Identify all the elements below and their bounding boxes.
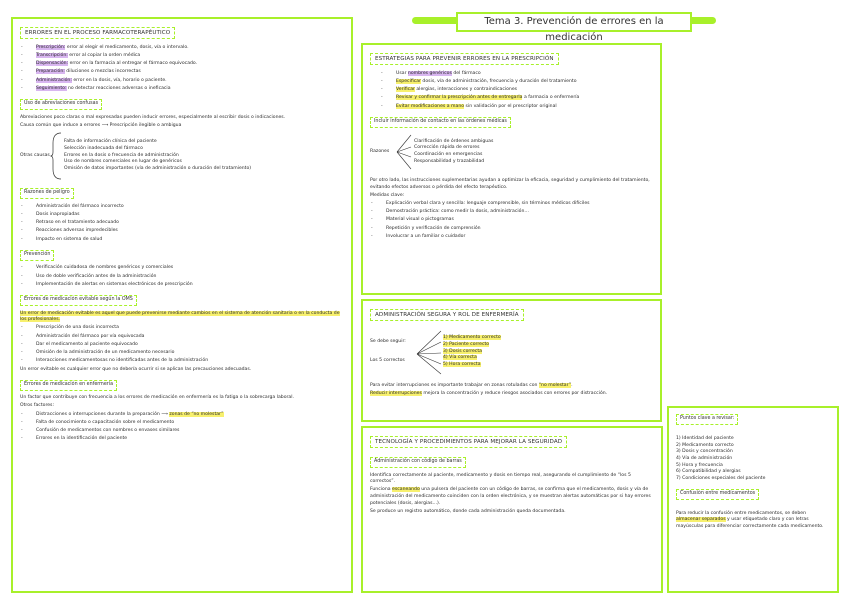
arrows-icon xyxy=(416,327,442,377)
list-item: - Administración del fármaco incorrecto xyxy=(20,204,344,211)
tech-panel xyxy=(361,426,663,593)
strategies-heading: ESTRATEGIAS PARA PREVENIR ERRORES EN LA PRESCRIPCIÓN xyxy=(370,53,559,65)
arrows-icon xyxy=(396,132,412,172)
list-item: - Involucrar a un familiar o cuidador xyxy=(370,234,653,241)
other-cause-item: Selección inadecuada del fármaco xyxy=(64,145,143,151)
follow-label: Se debe seguir: xyxy=(370,339,406,345)
five-rights xyxy=(370,327,653,377)
list-item: - Prescripción: error al elegir el medicamento, dosis, vía o intervalo. xyxy=(20,45,344,52)
five-label: Los 5 correctos xyxy=(370,358,405,364)
list-item: - Usar nombres genéricos del fármaco xyxy=(380,71,653,78)
nursing-factors-label: Otros factores: xyxy=(20,403,54,409)
oms-note: Un error evitable es cualquier error que no debería ocurrir si se aplican las precauciones adecuadas. xyxy=(20,366,252,372)
right-item: 5) Hora correcta xyxy=(443,362,481,368)
left-panel xyxy=(11,17,353,593)
measures-label: Medidas clave: xyxy=(370,192,405,198)
list-item: 6) Compatibilidad y alergias xyxy=(676,469,741,475)
tech-text-1: Identifica correctamente al paciente, medicamento y dosis en tiempo real, asegurando el cumplimiento de “los 5 correctos”. xyxy=(370,472,631,485)
list-item: - Explicación verbal clara y sencilla: lenguaje comprensible, sin términos médicos difíciles xyxy=(370,201,653,208)
other-causes-label: Otras causas xyxy=(20,152,50,158)
admin-panel xyxy=(361,299,662,422)
reasons-label: Razones xyxy=(370,148,390,154)
list-item: - Preparación: diluciones o mezclas incorrectas xyxy=(20,69,344,76)
list-item: - Revisar y confirmar la prescripción antes de entregarla a farmacia o enfermería xyxy=(380,95,653,102)
list-item: - Especificar dosis, vía de administración, frecuencia y duración del tratamiento xyxy=(380,79,653,86)
list-item: 4) Vía de administración xyxy=(676,455,733,461)
reason-item: Responsabilidad y trazabilidad xyxy=(414,158,485,164)
other-cause-item: Falta de información clínica del paciente xyxy=(64,139,157,145)
oms-heading: Errores de medicación evitable según la OMS xyxy=(20,295,137,306)
other-cause-item: Uso de nombres comerciales en lugar de genéricos xyxy=(64,159,182,165)
reason-item: Coordinación en emergencias xyxy=(414,151,483,157)
list-item: - Errores en la identificación del paciente xyxy=(20,436,344,443)
list-item: - Dar el medicamento al paciente equivocado xyxy=(20,342,344,349)
list-item: - Material visual o pictogramas xyxy=(370,217,653,224)
confusion-heading: Confusión entre medicamentos xyxy=(676,489,759,500)
right-item: 1) Medicamento correcto xyxy=(443,335,501,341)
barcode-heading: Administración con código de barras xyxy=(370,457,466,468)
right-item: 2) Paciente correcto xyxy=(443,342,490,348)
contact-heading: Incluir información de contacto en las órdenes médicas xyxy=(370,117,511,128)
list-item: - Omisión de la administración de un medicamento necesario xyxy=(20,350,344,357)
review-heading: Puntos clave a revisar: xyxy=(676,414,738,425)
measures-list xyxy=(370,201,653,241)
abbrev-heading: Uso de abreviaciones confusas xyxy=(20,99,102,110)
list-item: - Administración del fármaco por vía equivocada xyxy=(20,334,344,341)
instructions-text: Por otro lado, las instrucciones suplementarias ayudan a optimizar la eficacia, seguridad y cumplimiento del tratamiento, evitando efectos adversos o pérdida del efecto terapéutico. xyxy=(370,177,650,190)
review-panel xyxy=(667,406,839,593)
reason-item: Corrección rápida de errores xyxy=(414,145,480,151)
nursing-text: Un factor que contribuye con frecuencia a los errores de medicación en enfermería es la fatiga o la sobrecarga laboral. xyxy=(20,395,294,401)
list-item: 1) Identidad del paciente xyxy=(676,435,734,441)
other-cause-item: Errores en la dosis o frecuencia de administración xyxy=(64,152,179,158)
list-item: - Confusión de medicamentos con nombres o envases similares xyxy=(20,428,344,435)
tech-text-3: Se produce un registro automático, donde cada administración queda documentada. xyxy=(370,508,566,514)
right-item: 4) Vía correcta xyxy=(443,355,477,361)
prevention-list xyxy=(20,265,344,288)
review-list xyxy=(676,436,830,483)
admin-note-2: Reducir interrupciones mejora la concentración y reduce riesgos asociados con errores por distracción. xyxy=(370,391,608,397)
abbrev-text: Abreviaciones poco claras o mal expresadas pueden inducir errores, especialmente al escribir dosis o indicaciones. xyxy=(20,114,286,120)
title-area xyxy=(412,12,712,43)
list-item: - Repetición y verificación de comprensión xyxy=(370,226,653,233)
list-item: - Impacto en sistema de salud xyxy=(20,237,344,244)
list-item: - Dispensación: error en la farmacia al entregar el fármaco equivocado. xyxy=(20,61,344,68)
confusion-text: Para reducir la confusión entre medicamentos, se deben almacenar separados y usar etiquetado claro y con letras mayúsculas para diferenciar correctamente cada medicamento. xyxy=(676,510,824,529)
list-item: 2) Medicamento correcto xyxy=(676,442,734,448)
nursing-heading: Errores de medicación en enfermería xyxy=(20,380,117,391)
admin-note-1: Para evitar interrupciones es importante trabajar en zonas rotuladas con “no molestar”. xyxy=(370,383,573,389)
brace-icon xyxy=(50,131,62,181)
list-item: 7) Condiciones especiales del paciente xyxy=(676,475,766,481)
list-item: - Administración: error en la dosis, vía, horario o paciente. xyxy=(20,78,344,85)
tech-heading: TECNOLOGÍA Y PROCEDIMIENTOS PARA MEJORAR LA SEGURIDAD xyxy=(370,436,567,448)
list-item: - Verificar alergias, interacciones y contraindicaciones xyxy=(380,87,653,94)
abbrev-cause: Causa común que induce a errores ⟶ Prescripción ilegible o ambigua xyxy=(20,122,182,128)
list-item: - Falta de conocimiento o capacitación sobre el medicamento xyxy=(20,420,344,427)
list-item: - Implementación de alertas en sistemas electrónicos de prescripción xyxy=(20,282,344,289)
nursing-list xyxy=(20,412,344,443)
danger-heading: Razones de peligro xyxy=(20,188,74,199)
list-item: - Interacciones medicamentosas no identificadas antes de la administración xyxy=(20,358,344,365)
strategies-panel xyxy=(361,43,662,295)
admin-heading: ADMINISTRACIÓN SEGURA Y ROL DE ENFERMERÍA xyxy=(370,309,524,321)
other-cause-item: Omisión de datos importantes (vía de administración o duración del tratamiento) xyxy=(64,165,252,171)
list-item: 3) Dosis y concentración xyxy=(676,449,733,455)
list-item: - Retraso en el tratamiento adecuado xyxy=(20,220,344,227)
list-item: - Prescripción de una dosis incorrecta xyxy=(20,325,344,332)
list-item: - Distracciones o interrupciones durante la preparación ⟶ zonas de “no molestar” xyxy=(20,412,344,419)
reasons xyxy=(370,132,653,172)
strategies-list xyxy=(380,71,653,111)
list-item: - Demostración práctica: como medir la dosis, administración… xyxy=(370,209,653,216)
other-causes xyxy=(20,131,344,181)
oms-definition: Un error de medicación evitable es aquel que puede prevenirse mediante cambios en el sistema de atención sanitaria o en la conducta de los profesionales. xyxy=(20,310,340,323)
list-item: - Verificación cuidadosa de nombres genéricos y comerciales xyxy=(20,265,344,272)
list-item: - Reacciones adversas impredecibles xyxy=(20,228,344,235)
process-errors-heading: ERRORES EN EL PROCESO FARMACOTERAPÉUTICO xyxy=(20,27,175,39)
right-item: 3) Dosis correcta xyxy=(443,348,482,354)
danger-list xyxy=(20,204,344,244)
list-item: 5) Hora y frecuencia xyxy=(676,462,723,468)
oms-list xyxy=(20,325,344,365)
reason-item: Clarificación de órdenes ambiguas xyxy=(414,138,494,144)
process-errors-list xyxy=(20,45,344,93)
list-item: - Uso de doble verificación antes de la administración xyxy=(20,274,344,281)
list-item: - Seguimiento: no detectar reacciones adversas o ineficacia xyxy=(20,86,344,93)
prevention-heading: Prevención xyxy=(20,250,54,261)
page-title: Tema 3. Prevención de errores en la medicación xyxy=(456,12,692,32)
tech-text-2: Funciona escaneando una pulsera del paciente con un código de barras, se confirma que el medicamento, dosis y vía de administración del medicamento coinciden con la orden electrónica, y se muestran alertas automáticas por si hay errores potenciales (dosis, alergias…). xyxy=(370,487,651,506)
list-item: - Dosis inapropiadas xyxy=(20,212,344,219)
list-item: - Transcripción: error al copiar la orden médica xyxy=(20,53,344,60)
list-item: - Evitar modificaciones a mano sin validación por el prescriptor original xyxy=(380,104,653,111)
